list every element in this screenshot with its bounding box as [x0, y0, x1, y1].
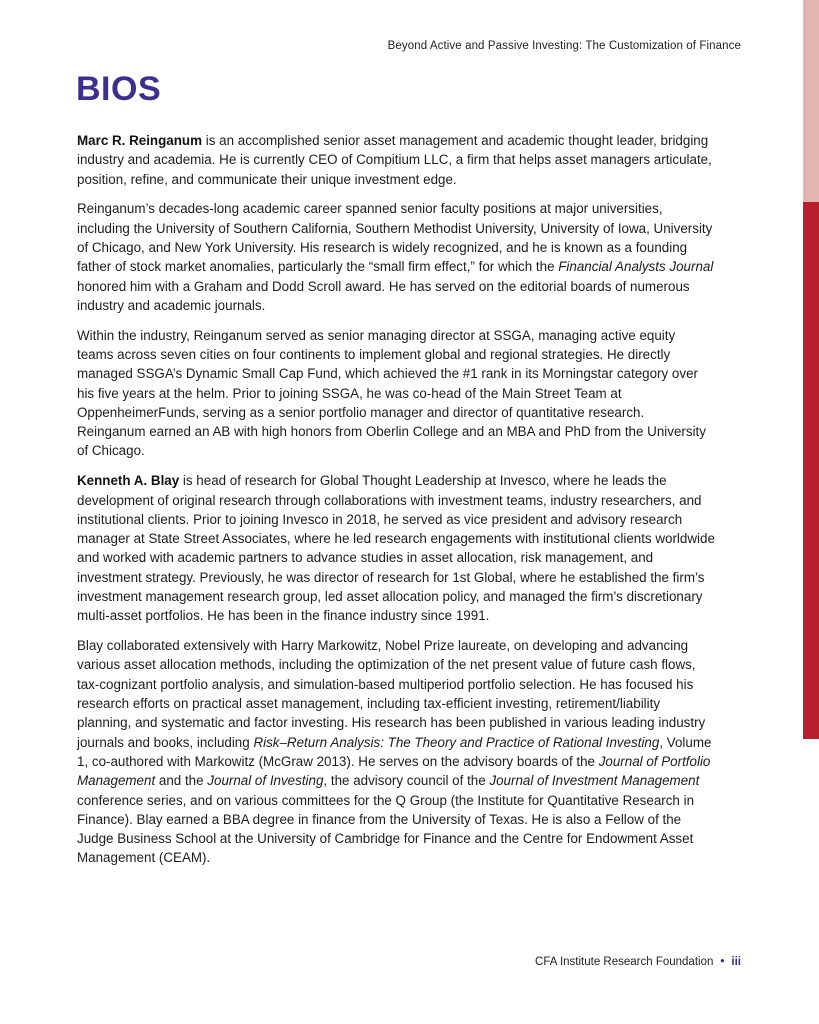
publication-title: Journal of Portfolio Management	[77, 753, 711, 789]
bio-paragraph	[77, 636, 715, 868]
bio-text: Reinganum’s decades-long academic career spanned senior faculty positions at major universities, including the University of Southern California, Southern Methodist University, University of Iowa, University of Chicago, and New York University. His research is widely recognized, and he is known as a founding father of stock market anomalies, particularly the “small firm effect,” for which the	[77, 201, 713, 275]
bio-paragraph	[77, 199, 715, 315]
footer-publisher: CFA Institute Research Foundation	[535, 956, 714, 968]
running-header: Beyond Active and Passive Investing: The Customization of Finance	[387, 40, 741, 52]
bio-paragraph	[77, 471, 715, 625]
publication-title: Journal of Investing	[207, 773, 324, 789]
bio-text: , Volume 1, co-authored with Markowitz (McGraw 2013). He serves on the advisory boards of the	[77, 734, 712, 769]
footer-separator: •	[720, 956, 725, 968]
bio-text: conference series, and on various committees for the Q Group (the Institute for Quantitative Research in Finance). Blay earned a BBA degree in finance from the University of Texas. He is also a Fellow of the Judge Business School at the University of Cambridge for Finance and the Centre for Endowment Asset Management (CEAM).	[77, 792, 695, 866]
publication-title: Journal of Investment Management	[489, 773, 700, 789]
bio-paragraph	[77, 131, 715, 189]
page-footer	[535, 956, 741, 968]
bio-text: is head of research for Global Thought Leadership at Invesco, where he leads the development of original research through collaborations with investment teams, industry researchers, and institutional clients. Prior to joining Invesco in 2018, he served as vice president and advisory research manager at State Street Associates, where he led research engagements with institutional clients worldwide and worked with academic partners to advance studies in asset allocation, risk management, and investment strategy. Previously, he was director of research for 1st Global, where he established the firm’s investment management research group, led asset allocation policy, and managed the firm’s discretionary multi-asset portfolios. He has been in the finance industry since 1991.	[77, 473, 715, 624]
bio-paragraph	[77, 326, 715, 461]
bio-text: , the advisory council of the	[323, 773, 490, 789]
publication-title: Risk–Return Analysis: The Theory and Practice of Rational Investing	[253, 734, 660, 750]
bio-name: Marc R. Reinganum	[77, 133, 203, 148]
page-title: BIOS	[76, 70, 162, 108]
bio-name: Kenneth A. Blay	[77, 473, 180, 489]
bio-text: Within the industry, Reinganum served as senior managing director at SSGA, managing active equity teams across seven cities on four continents to implement global and regional strategies. He directly managed SSGA’s Dynamic Small Cap Fund, which achieved the #1 rank in its Morningstar category over his five years at the helm. Prior to joining SSGA, he was co-head of the Main Street Team at OppenheimerFunds, serving as a senior portfolio manager and director of quantitative research. Reinganum earned an AB with high honors from Oberlin College and an MBA and PhD from the University of Chicago.	[77, 327, 706, 459]
bio-text: Blay collaborated extensively with Harry Markowitz, Nobel Prize laureate, on developing and advancing various asset allocation methods, including the optimization of the net present value of future cash flows, tax-cognizant portfolio analysis, and simulation-based multiperiod portfolio selection. He has focused his research efforts on practical asset management, including tax-efficient investing, retirement/liability planning, and systematic and factor investing. His research has been published in various leading industry journals and books, including	[77, 638, 706, 750]
bio-text: is an accomplished senior asset management and academic thought leader, bridging industry and academia. He is currently CEO of Compitium LLC, a firm that helps asset managers articulate, position, refine, and communicate their unique investment edge.	[77, 133, 712, 187]
bio-text: honored him with a Graham and Dodd Scroll award. He has served on the editorial boards of numerous industry and academic journals.	[77, 278, 690, 313]
side-accent-bar-dark	[803, 202, 819, 739]
bios-body	[77, 131, 715, 878]
side-accent-bar-light	[803, 0, 819, 202]
page-number: iii	[731, 956, 741, 968]
bio-text: and the	[155, 773, 208, 789]
publication-title: Financial Analysts Journal	[558, 259, 714, 275]
